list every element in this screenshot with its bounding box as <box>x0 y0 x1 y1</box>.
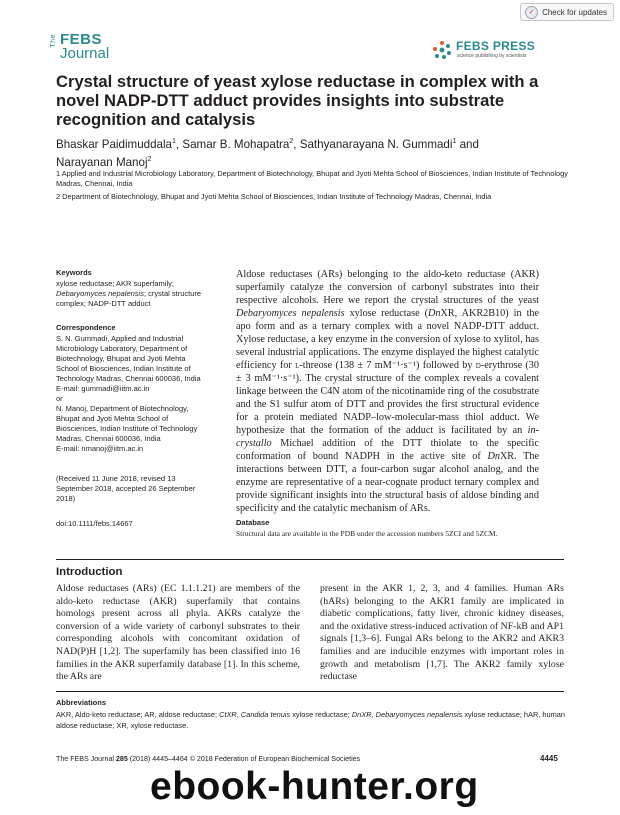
abstract-text: xylose reductase ( <box>344 308 429 319</box>
abbreviation-italic: DnXR, Debaryomyces nepalensis <box>351 710 463 719</box>
author-separator: , <box>175 137 183 151</box>
page-footer <box>56 755 360 763</box>
abbreviations-label: Abbreviations <box>56 698 107 707</box>
correspondence-label: Correspondence <box>56 323 116 332</box>
correspondence-email[interactable]: E-mail: gummadi@iitm.ac.in <box>56 384 150 393</box>
author-affiliation-marker: 1 <box>452 138 457 145</box>
correspondence-line: Madras, Chennai 600036, India <box>56 434 161 443</box>
febs-press-dots-icon <box>432 40 452 60</box>
abbreviations-text <box>56 710 566 731</box>
article-title: Crystal structure of yeast xylose reductase in complex with a novel NADP-DTT adduct provides insights into substrate recognition and catalysis <box>56 72 539 129</box>
introduction-column-1: Aldose reductases (ARs) (EC 1.1.1.21) are members of the aldo-keto reductase (AKR) superfamily that contains homologs present across all phyla. AKRs catalyze the conversion of a wide variety of carbonyl substrates to their corresponding alcohols with concomitant oxidation of NAD(P)H [1,2]. The superfamily has been classified into 16 families in the AKR superfamily database [1]. In this scheme, the ARs are <box>56 583 300 683</box>
journal-febs: FEBS <box>60 31 103 48</box>
keywords-text <box>56 279 232 309</box>
received-line: September 2018, accepted 26 September <box>56 484 196 493</box>
section-divider <box>56 559 564 560</box>
watermark: ebook-hunter.org <box>150 765 479 808</box>
correspondence-line: Biotechnology, Bhupat and Jyoti Mehta <box>56 354 186 363</box>
abstract-italic: in-crystallo <box>236 425 539 449</box>
correspondence-line: School of Biosciences, Indian Institute of <box>56 364 191 373</box>
check-for-updates-button[interactable] <box>520 3 614 21</box>
abstract-italic: Dn <box>487 451 500 462</box>
received-line: (Received 11 June 2018, revised 13 <box>56 474 176 483</box>
correspondence-line: Technology Madras, Chennai 600036, India <box>56 374 201 383</box>
correspondence-line: Biosciences, Indian Institute of Technology <box>56 424 198 433</box>
page-number: 4445 <box>540 754 558 763</box>
abstract-text: XR, AKR2B10) in the apo form and as a ternary complex with a novel NADP-DTT adduct. Xylose reductase, a key enzyme in the conversion of xylose to xylitol, has several industrial applications. The enzyme displayed the highest catalytic efficiency for <box>236 308 540 371</box>
author-separator: and <box>456 137 479 151</box>
footer-journal: The FEBS Journal <box>56 755 116 763</box>
affiliation-2: 2 Department of Biotechnology, Bhupat and Jyoti Mehta School of Biosciences, Indian Institute of Technology Madras, Chennai, India <box>56 192 492 201</box>
introduction-heading: Introduction <box>56 566 123 578</box>
database-label: Database <box>236 518 270 527</box>
author-name: Samar B. Mohapatra <box>182 137 290 151</box>
received-line: 2018) <box>56 494 76 503</box>
author-list <box>56 134 556 170</box>
author-name: Bhaskar Paidimuddala <box>56 137 173 151</box>
abbreviation-part: xylose reductase; <box>290 710 352 719</box>
author-affiliation-marker: 1 <box>172 138 176 145</box>
abstract-text: Michael addition of the DTT thiolate to the specific conformation of bound NADPH in the active site of <box>236 438 539 462</box>
check-updates-label: Check for updates <box>542 7 607 17</box>
abstract-italic: Dn <box>428 308 441 319</box>
footer-volume: 285 <box>115 755 128 763</box>
correspondence-block <box>56 323 232 454</box>
abbreviation-italic: CtXR, Candida tenuis <box>219 710 291 719</box>
febs-press-logo <box>432 38 554 62</box>
keywords-species: Debaryomyces nepalensis <box>56 289 144 298</box>
press-name: FEBS PRESS <box>456 39 536 53</box>
journal-word: Journal <box>60 45 110 62</box>
correspondence-email[interactable]: E-mail: nmanoj@iitm.ac.in <box>56 444 144 453</box>
press-tagline: science publishing by scientists <box>457 53 527 59</box>
abbreviation-part: xylose reductase; hAR, human aldose reductase; XR, xylose reductase. <box>56 710 566 730</box>
keywords-part: ; crystal structure complex; NADP-DTT adduct <box>56 289 202 308</box>
abstract-italic: Debaryomyces nepalensis <box>236 308 345 319</box>
keywords-block <box>56 268 232 309</box>
keywords-label: Keywords <box>56 268 92 277</box>
check-updates-icon: ✓ <box>525 6 538 19</box>
abstract-smallcaps: l <box>295 360 300 371</box>
abstract <box>236 268 539 515</box>
database-text: Structural data are available in the PDB under the accession numbers 5ZCI and 5ZCM. <box>236 529 498 538</box>
correspondence-or: or <box>56 394 63 403</box>
correspondence-line: Bhupat and Jyoti Mehta School of <box>56 414 169 423</box>
affiliation-1: 1 Applied and Industrial Microbiology Laboratory, Department of Biotechnology, Bhupat and Jyoti Mehta School of Biosciences, Indian Institute of Technology Madras, Chennai, India <box>56 169 568 188</box>
abbreviation-part: AKR, Aldo-keto reductase; AR, aldose reductase; <box>56 710 220 719</box>
abstract-smallcaps: d <box>475 360 481 371</box>
author-affiliation-marker: 2 <box>147 155 152 163</box>
correspondence-line: N. Manoj, Department of Biotechnology, <box>56 404 189 413</box>
author-separator: , <box>293 137 300 151</box>
febs-journal-logo <box>50 32 126 62</box>
introduction-column-2: present in the AKR 1, 2, 3, and 4 families. Human ARs (hARs) belonging to the AKR1 family are implicated in diabetic complications, fatty liver, chronic kidney diseases, and the oxidative stress-induced activation of NF-kB and AP1 signals [1,3–6]. Fungal ARs belong to the AKR2 and AKR3 families and are inducible enzymes with important roles in growth and metabolism [1,7]. The AKR2 family xylose reductase <box>320 583 564 683</box>
abstract-text: -threose (138 ± 7 mM⁻¹·s⁻¹) followed by <box>299 360 476 371</box>
author-name: Narayanan Manoj <box>56 155 148 169</box>
abstract-text: XR. The interactions between DTT, a four-carbon sugar alcohol analog, and the enzyme are representative of a near-cognate product ternary complex and provide significant insights into the structural basis of aldose binding and specificity and the catalytic mechanism of ARs. <box>236 451 539 514</box>
footer-citation: (2018) 4445–4464 © 2018 Federation of European Biochemical Societies <box>127 755 361 763</box>
keywords-part: xylose reductase; AKR superfamily; <box>56 279 174 288</box>
abstract-text: -erythrose (30 ± 3 mM⁻¹·s⁻¹). The crystal structure of the complex reveals a covalent linkage between the C4N atom of the nicotinamide ring of the cosubstrate and the S1 sulfur atom of DTT and provides the first structural evidence for a protein mediated NADP–low-molecular-mass thiol adduct. We hypothesize that the formation of the adduct is facilitated by an <box>236 360 539 436</box>
correspondence-line: Microbiology Laboratory, Department of <box>56 344 188 353</box>
abstract-text: Aldose reductases (ARs) belonging to the aldo-keto reductase (AKR) superfamily catalyze the conversion of carbonyl substrates into their respective alcohols. Here we report the crystal structures of the yeast <box>236 269 539 306</box>
abbreviations-divider <box>56 691 564 692</box>
doi[interactable]: doi:10.1111/febs.14667 <box>56 519 133 528</box>
author-name: Sathyanarayana N. Gummadi <box>299 137 453 151</box>
received-dates <box>56 474 232 504</box>
correspondence-line: S. N. Gummadi, Applied and Industrial <box>56 334 184 343</box>
journal-the: The <box>50 34 57 48</box>
author-affiliation-marker: 2 <box>289 138 294 145</box>
